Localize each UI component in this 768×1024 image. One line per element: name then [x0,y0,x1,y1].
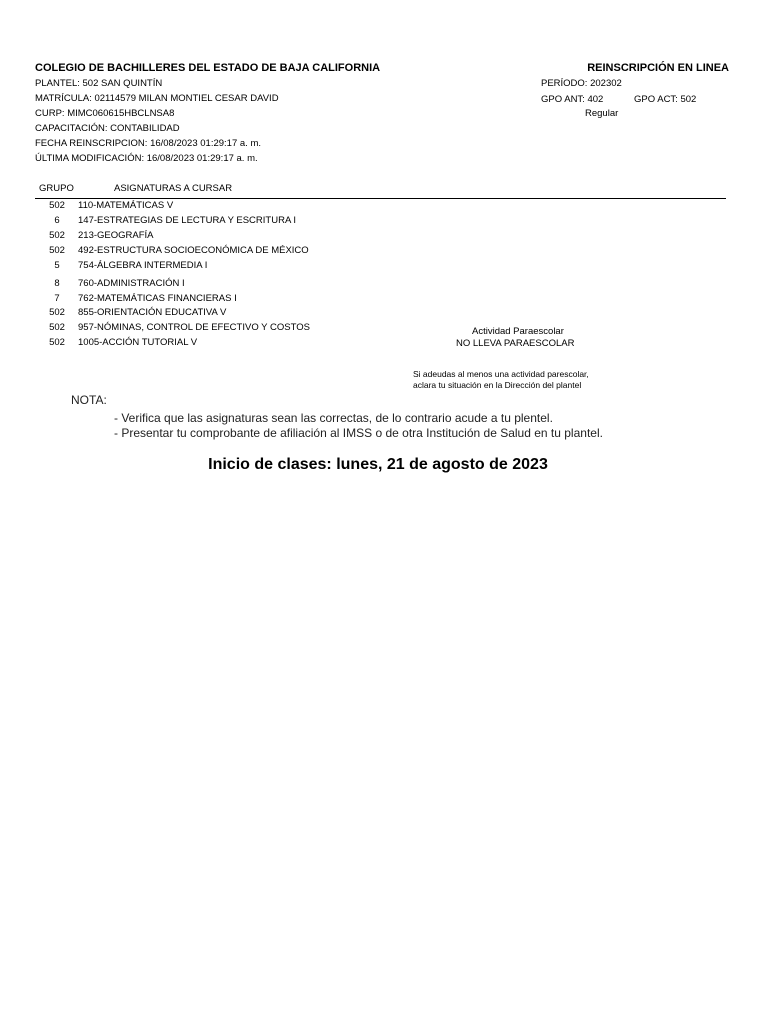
paraescolar-warning-2: aclara tu situación en la Dirección del plantel [413,380,582,390]
row-group: 502 [49,200,65,211]
capacitacion-line: CAPACITACIÓN: CONTABILIDAD [35,123,180,134]
paraescolar-value: NO LLEVA PARAESCOLAR [456,338,575,349]
row-subject: 957-NÓMINAS, CONTROL DE EFECTIVO Y COSTOS [78,322,310,333]
row-subject: 855-ORIENTACIÓN EDUCATIVA V [78,307,227,318]
row-subject: 762-MATEMÁTICAS FINANCIERAS I [78,293,237,304]
periodo-line: PERÍODO: 202302 [541,78,622,89]
table-row [0,307,420,322]
row-subject: 754-ÁLGEBRA INTERMEDIA I [78,260,208,271]
class-start-date: Inicio de clases: lunes, 21 de agosto de 2023 [208,456,548,473]
curp-line: CURP: MIMC060615HBCLNSA8 [35,108,175,119]
plantel-line: PLANTEL: 502 SAN QUINTÍN [35,78,163,89]
row-subject: 147-ESTRATEGIAS DE LECTURA Y ESCRITURA I [78,215,297,226]
institution-title: COLEGIO DE BACHILLERES DEL ESTADO DE BAJA CALIFORNIA [35,62,381,74]
paraescolar-label: Actividad Paraescolar [472,326,564,337]
table-row [0,278,420,293]
note-line-1: - Verifica que las asignaturas sean las correctas, de lo contrario acude a tu plentel. [114,411,553,425]
row-subject: 110-MATEMÁTICAS V [78,200,174,211]
gpo-ant: GPO ANT: 402 [541,94,604,105]
ultima-modificacion-line: ÚLTIMA MODIFICACIÓN: 16/08/2023 01:29:17 a. m. [35,153,258,164]
table-row [0,245,420,260]
row-subject: 492-ESTRUCTURA SOCIOECONÓMICA DE MÉXICO [78,245,309,256]
note-line-2: - Presentar tu comprobante de afiliación al IMSS o de otra Institución de Salud en tu plantel. [114,426,603,440]
row-group: 502 [49,230,65,241]
note-title: NOTA: [71,393,107,407]
matricula-line: MATRÍCULA: 02114579 MILAN MONTIEL CESAR DAVID [35,93,279,104]
document-title: REINSCRIPCIÓN EN LINEA [587,62,729,74]
table-row [0,322,420,337]
row-subject: 1005-ACCIÓN TUTORIAL V [78,337,198,348]
table-row [0,260,420,275]
column-header-asignaturas: ASIGNATURAS A CURSAR [114,183,233,194]
table-row [0,293,420,308]
table-row [0,230,420,245]
row-group: 6 [54,215,60,226]
row-group: 5 [54,260,60,271]
table-row [0,200,420,215]
column-header-grupo: GRUPO [39,183,74,194]
row-group: 502 [49,307,65,318]
row-subject: 760-ADMINISTRACIÓN I [78,278,185,289]
row-group: 8 [54,278,60,289]
row-subject: 213-GEOGRAFÍA [78,230,154,241]
row-group: 502 [49,245,65,256]
paraescolar-warning-1: Si adeudas al menos una actividad parescolar, [413,369,589,379]
student-status: Regular [585,108,619,119]
gpo-act: GPO ACT: 502 [634,94,697,105]
fecha-reinscripcion-line: FECHA REINSCRIPCION: 16/08/2023 01:29:17 a. m. [35,138,261,149]
header-divider [35,198,726,199]
table-row [0,215,420,230]
row-group: 502 [49,337,65,348]
row-group: 7 [54,293,60,304]
table-row [0,337,420,352]
row-group: 502 [49,322,65,333]
